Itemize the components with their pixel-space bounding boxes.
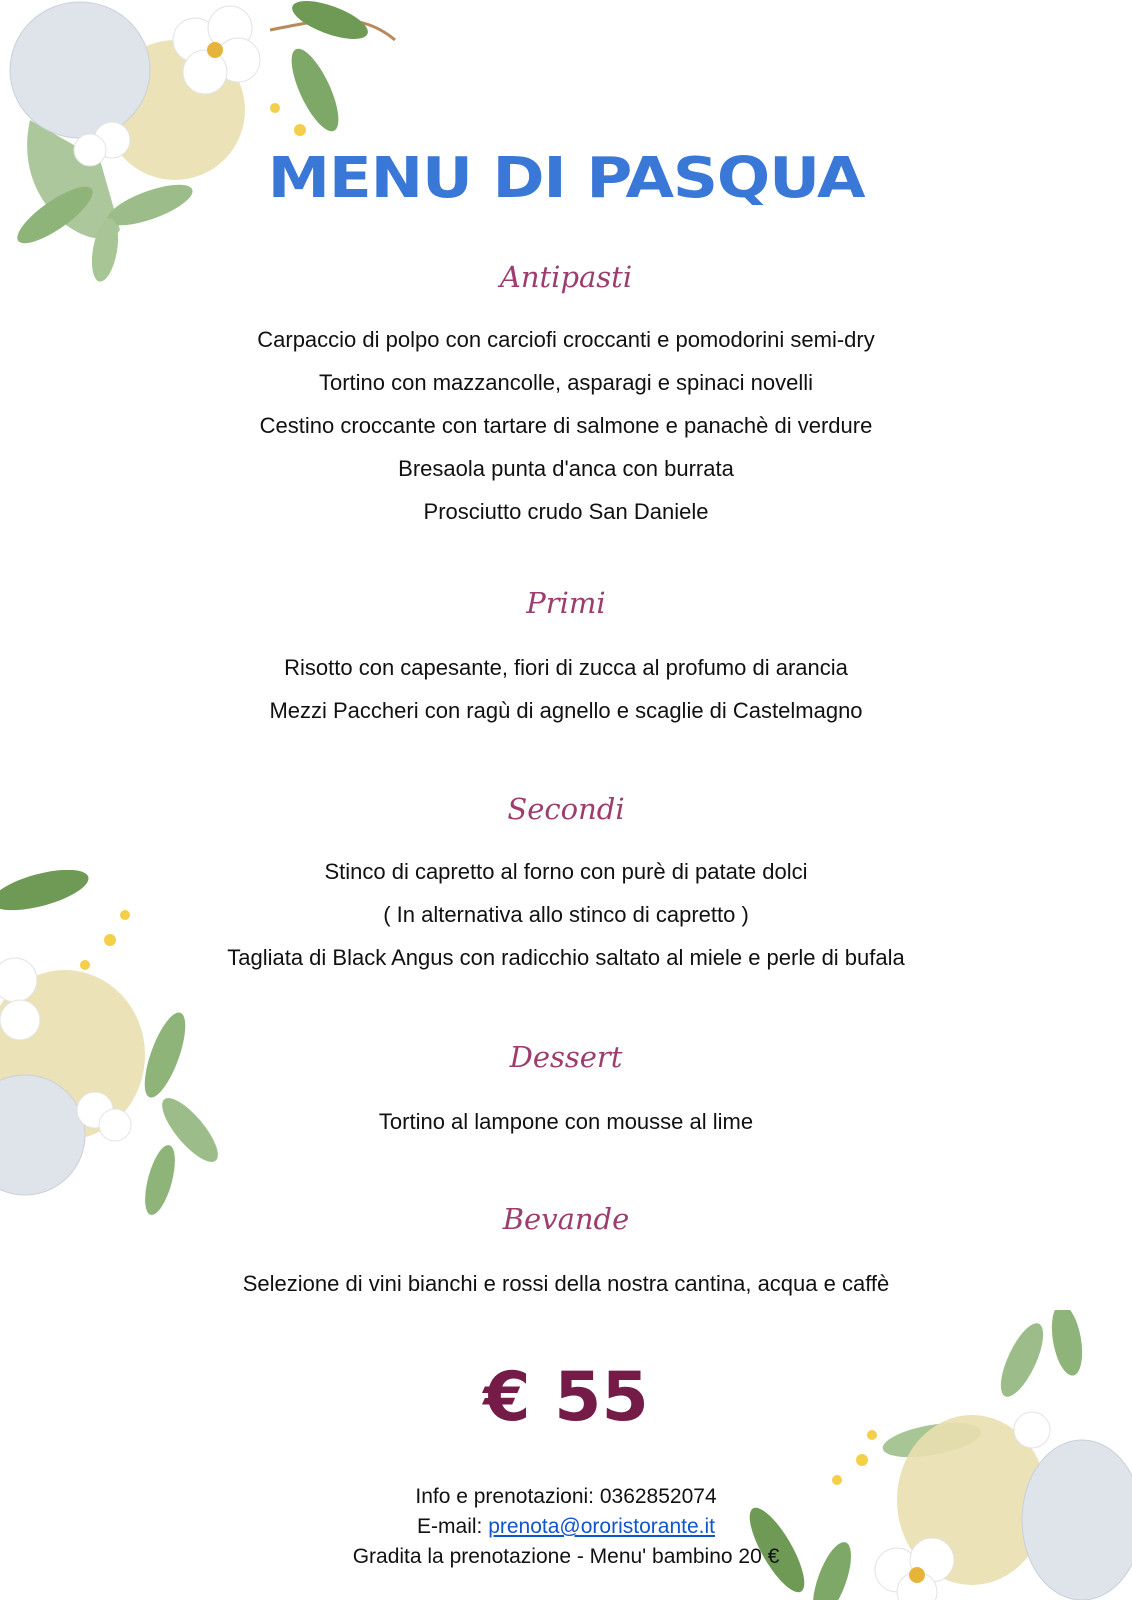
menu-item: Stinco di capretto al forno con purè di patate dolci xyxy=(324,859,808,884)
email-label: E-mail: xyxy=(417,1515,489,1538)
menu-item: Risotto con capesante, fiori di zucca al profumo di arancia xyxy=(284,655,848,680)
menu-title: MENU DI PASQUA xyxy=(267,146,865,211)
menu-item: Prosciutto crudo San Daniele xyxy=(423,499,709,524)
menu-item: Bresaola punta d'anca con burrata xyxy=(398,456,734,481)
menu-item: Tagliata di Black Angus con radicchio saltato al miele e perle di bufala xyxy=(227,945,905,970)
section-title-bevande: Bevande xyxy=(502,1202,630,1236)
booking-info: Info e prenotazioni: 0362852074 xyxy=(415,1485,717,1508)
menu-item: Selezione di vini bianchi e rossi della nostra cantina, acqua e caffè xyxy=(242,1271,890,1296)
section-items-antipasti xyxy=(0,318,1132,533)
section-items-secondi xyxy=(0,850,1132,979)
menu-item: Cestino croccante con tartare di salmone e panachè di verdure xyxy=(259,413,873,438)
section-title-primi: Primi xyxy=(526,586,606,620)
menu-item: ( In alternativa allo stinco di capretto ) xyxy=(383,902,749,927)
section-title-secondi: Secondi xyxy=(507,792,625,826)
menu-item: Carpaccio di polpo con carciofi croccanti e pomodorini semi-dry xyxy=(257,327,875,352)
section-title-antipasti: Antipasti xyxy=(499,260,633,294)
booking-note: Gradita la prenotazione - Menu' bambino 20 € xyxy=(352,1545,780,1568)
email-link[interactable]: prenota@ororistorante.it xyxy=(488,1515,715,1538)
email-line xyxy=(0,1512,1132,1542)
menu-item: Tortino con mazzancolle, asparagi e spinaci novelli xyxy=(318,370,814,395)
section-items-dessert xyxy=(0,1100,1132,1143)
section-title-dessert: Dessert xyxy=(509,1040,623,1074)
section-items-bevande xyxy=(0,1262,1132,1305)
menu-item: Mezzi Paccheri con ragù di agnello e scaglie di Castelmagno xyxy=(269,698,863,723)
contact-footer xyxy=(0,1482,1132,1572)
menu-price: € 55 xyxy=(483,1358,649,1437)
menu-item: Tortino al lampone con mousse al lime xyxy=(378,1109,754,1134)
section-items-primi xyxy=(0,646,1132,732)
